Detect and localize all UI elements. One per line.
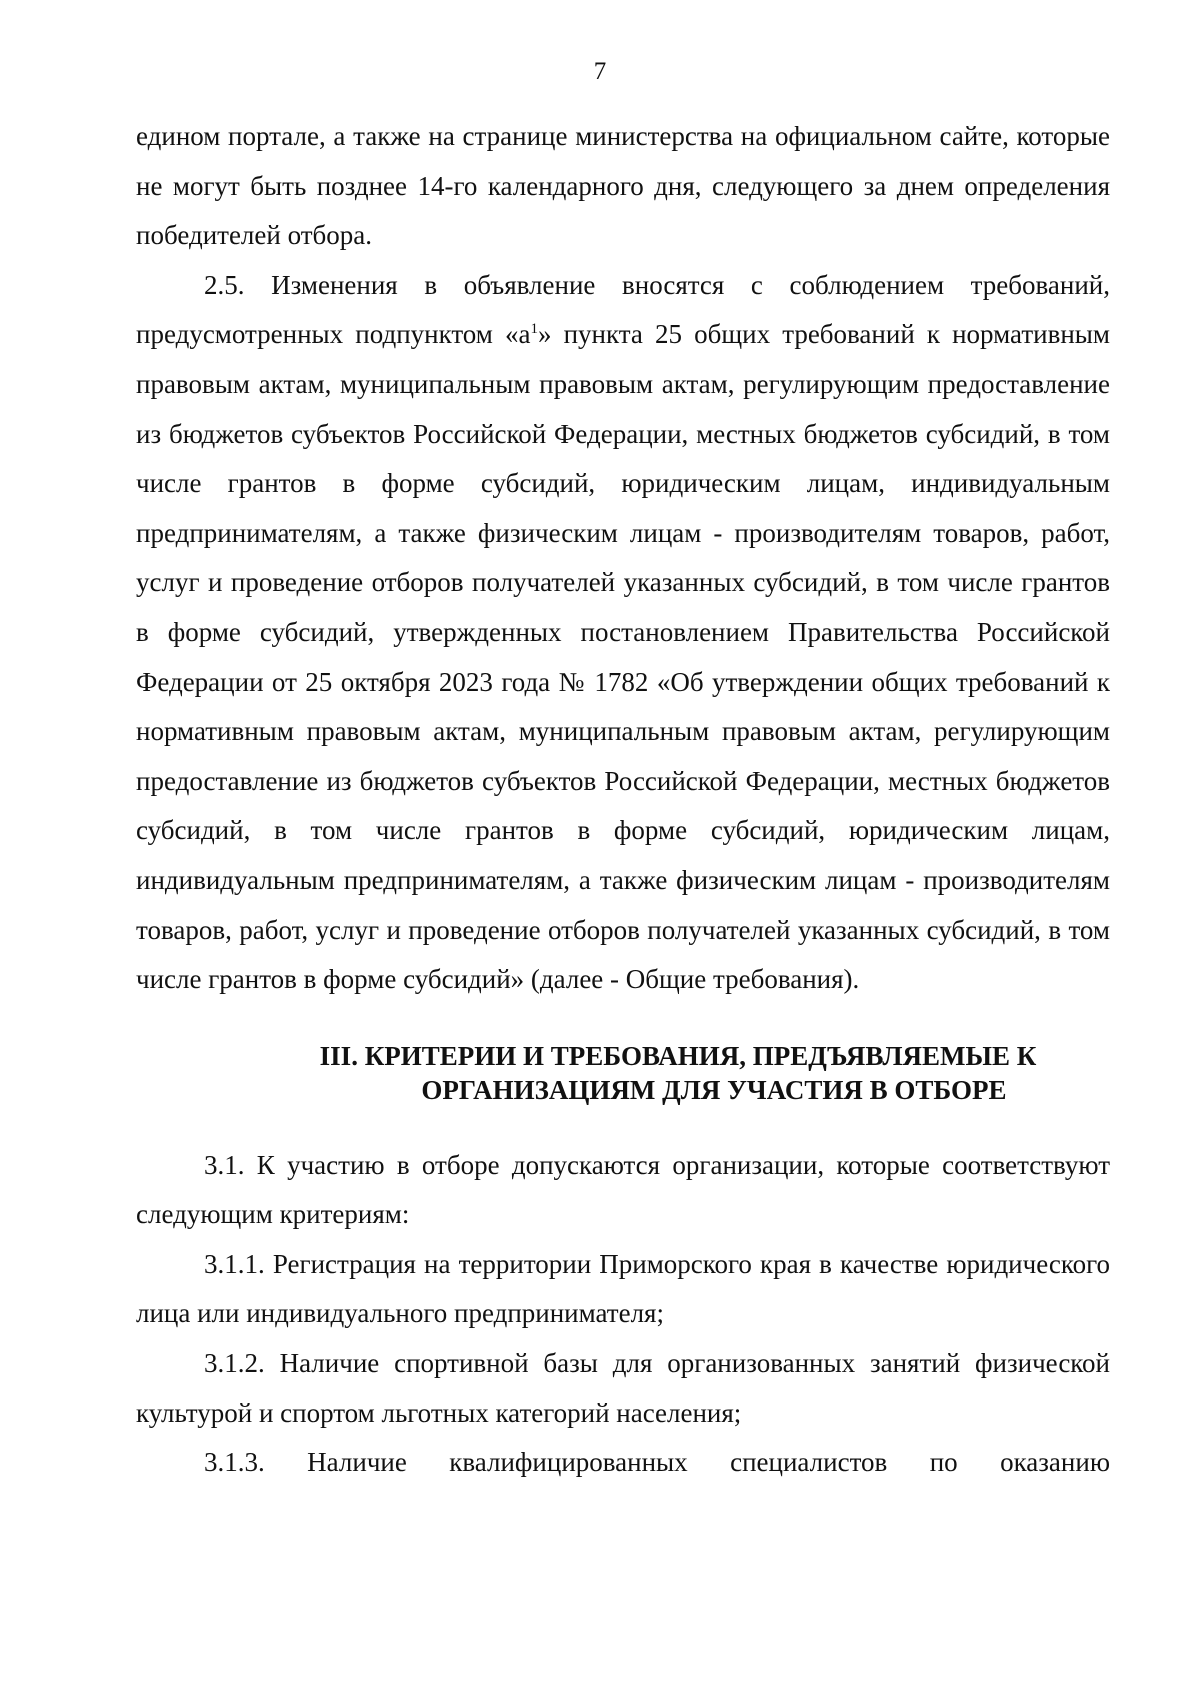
paragraph-3-1-2: 3.1.2. Наличие спортивной базы для организованных занятий физической культурой и спортом льготных категорий населения; (136, 1348, 1110, 1428)
paragraph-3-1-3: 3.1.3. Наличие квалифицированных специалистов по оказанию (204, 1447, 1110, 1478)
paragraph-portal-deadline: едином портале, а также на странице министерства на официальном сайте, которые не могут быть позднее 14-го календарного дня, следующего за днем определения победителей отбора. (136, 121, 1110, 251)
section-heading-line-2: ОРГАНИЗАЦИЯМ ДЛЯ УЧАСТИЯ В ОТБОРЕ (421, 1074, 1007, 1105)
superscript-one: 1 (530, 321, 538, 338)
paragraph-2-5-part-a: 2.5. Изменения в объявление вносятся с соблюдением требований, предусмотренных подпунктом «а (136, 269, 1110, 350)
paragraph-3-1: 3.1. К участию в отборе допускаются организации, которые соответствуют следующим критериям: (136, 1149, 1110, 1230)
page-number: 7 (593, 58, 607, 85)
section-heading-line-1: III. КРИТЕРИИ И ТРЕБОВАНИЯ, ПРЕДЪЯВЛЯЕМЫЕ К (319, 1040, 1037, 1071)
document-body (136, 112, 1110, 1488)
paragraph-2-5 (136, 261, 1110, 1005)
paragraph-3-1-1: 3.1.1. Регистрация на территории Приморского края в качестве юридического лица или индивидуального предпринимателя; (136, 1248, 1110, 1329)
section-heading-iii (136, 1039, 1110, 1107)
paragraph-2-5-part-b: » пункта 25 общих требований к нормативным правовым актам, муниципальным правовым актам, регулирующим предоставление из бюджетов субъектов Российской Федерации, местных бюджетов субсидий, в том числе грантов в форме субсидий, юридическим лицам, индивидуальным предпринимателям, а также физическим лицам - производителям товаров, работ, услуг и проведение отборов получателей указанных субсидий, в том числе грантов в форме субсидий, утвержденных постановлением Правительства Российской Федерации от 25 октября 2023 года № 1782 «Об утверждении общих требований к нормативным правовым актам, муниципальным правовым актам, регулирующим предоставление из бюджетов субъектов Российской Федерации, местных бюджетов субсидий, в том числе грантов в форме субсидий, юридическим лицам, индивидуальным предпринимателям, а также физическим лицам - производителям товаров, работ, услуг и проведение отборов получателей указанных субсидий, в том числе грантов в форме субсидий» (далее - Общие требования). (136, 319, 1111, 995)
